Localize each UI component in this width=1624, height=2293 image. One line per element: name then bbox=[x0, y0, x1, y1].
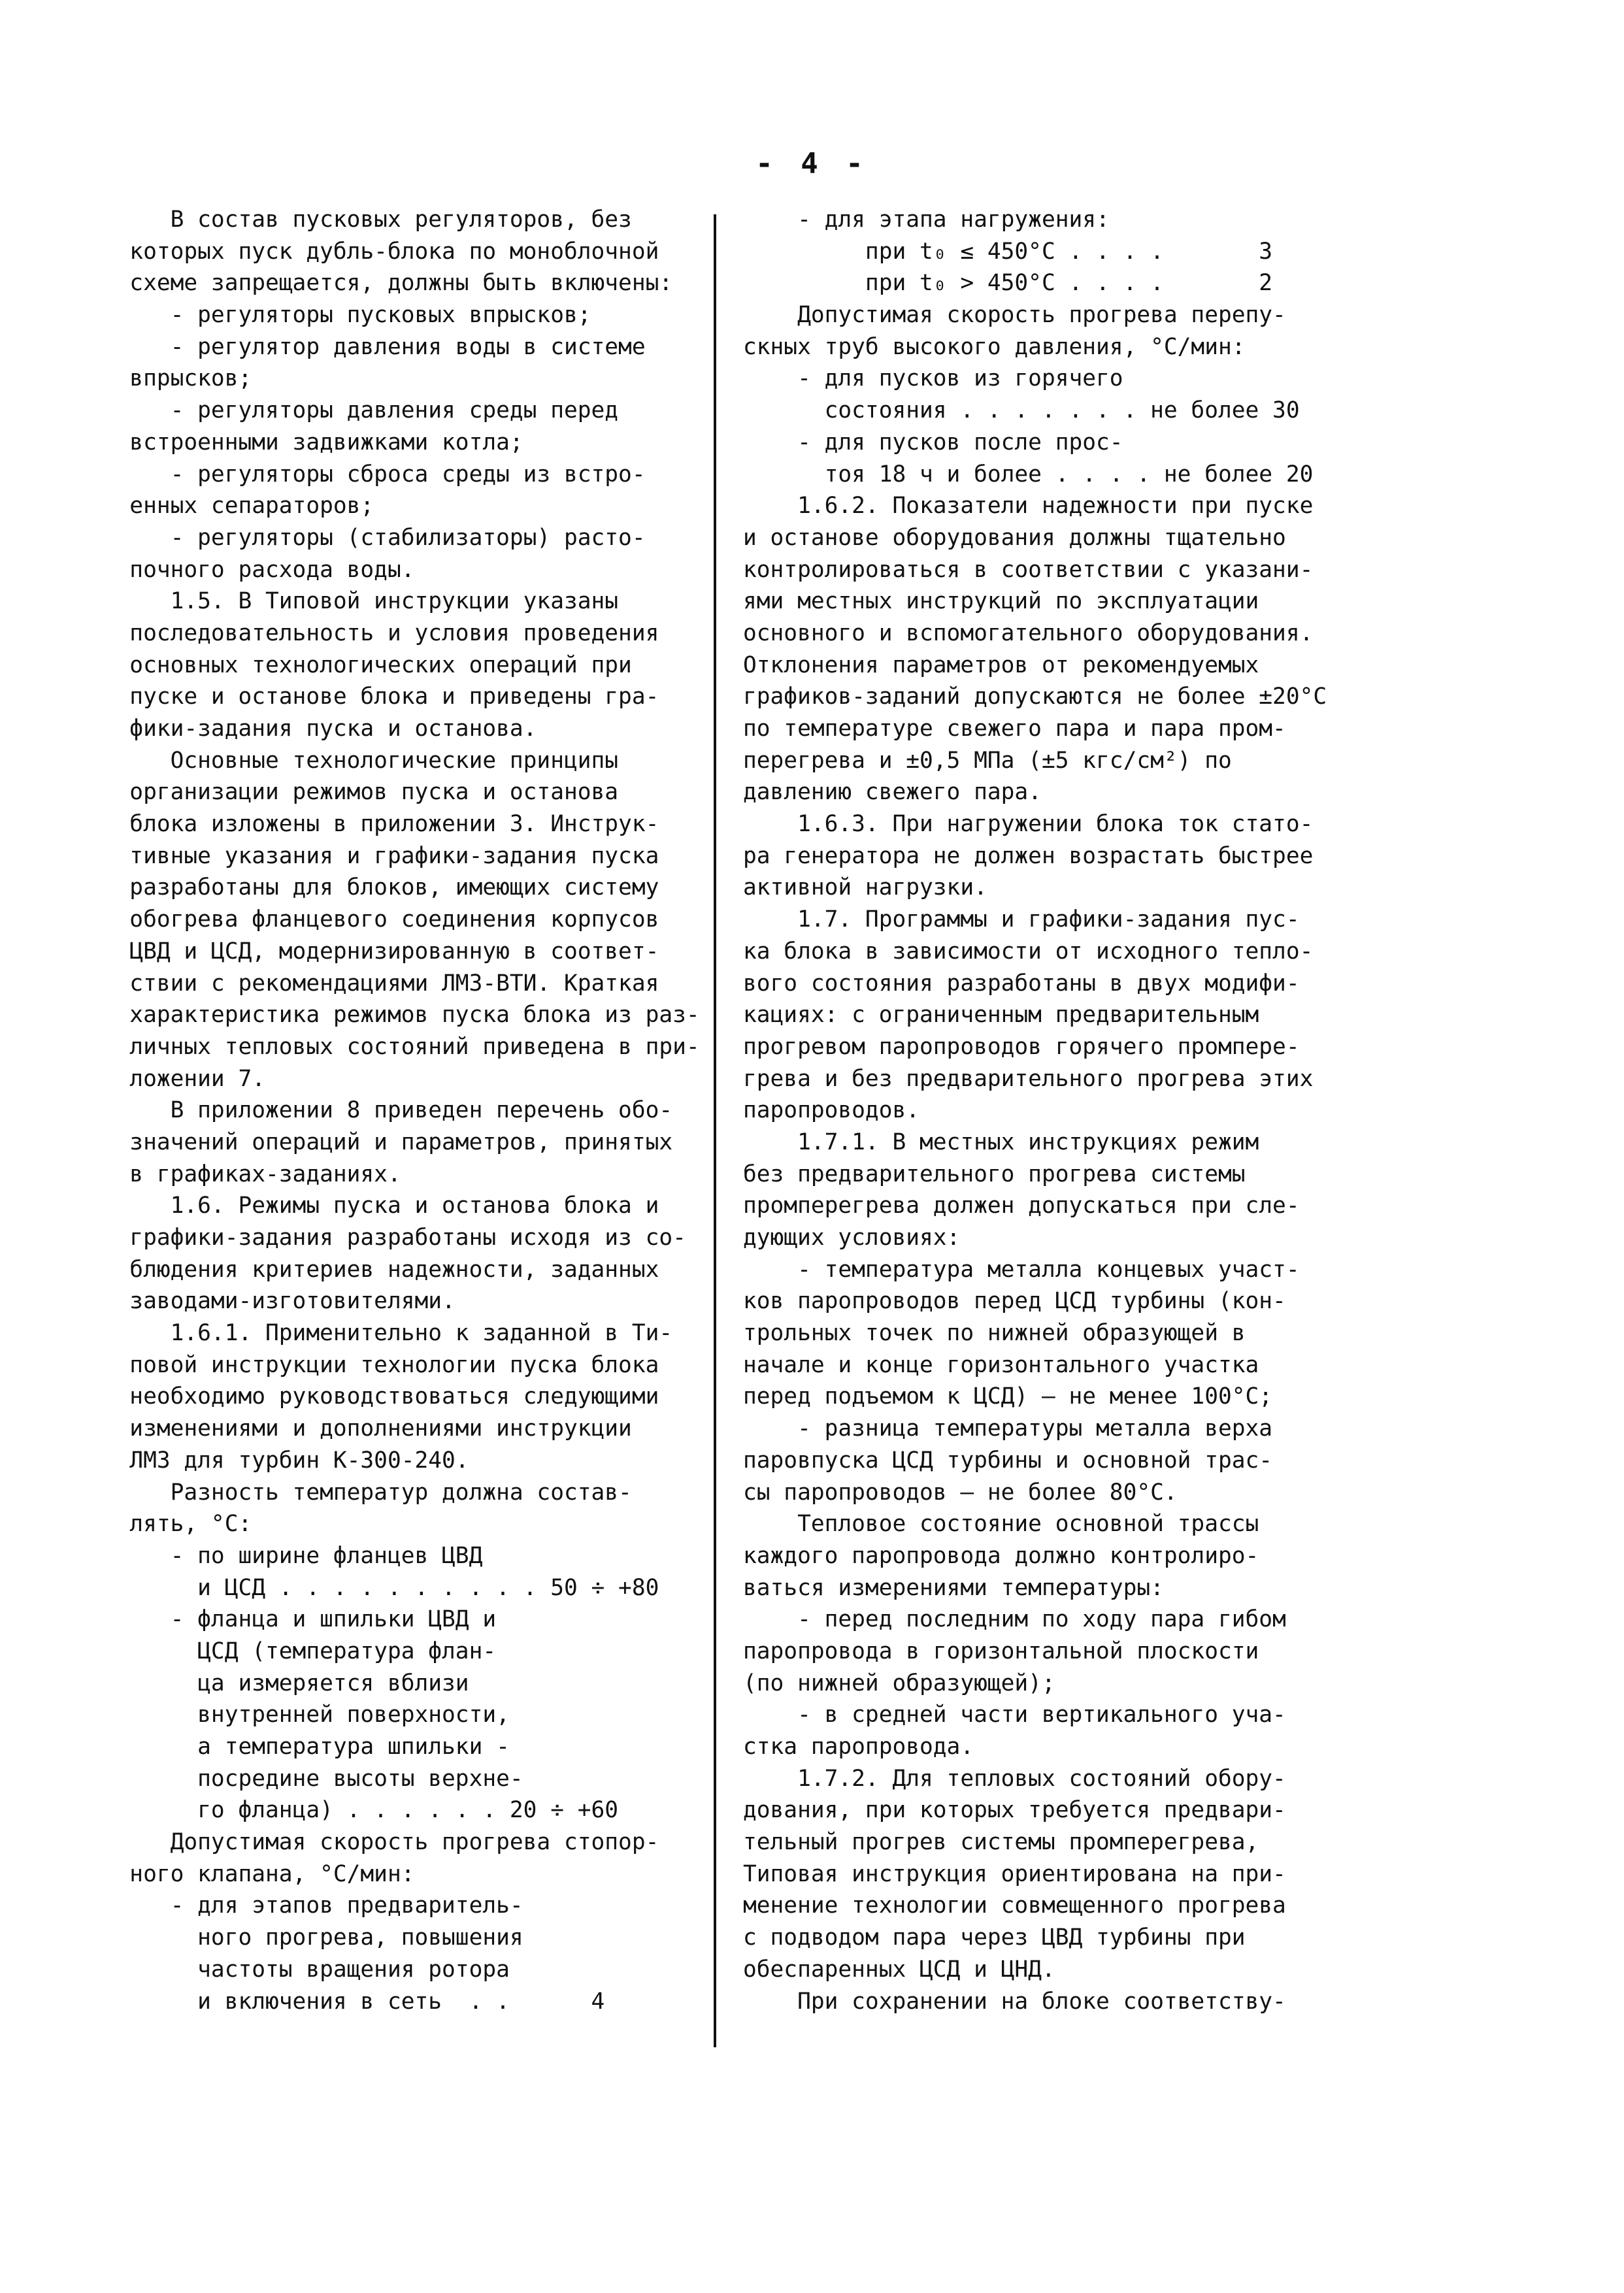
text-line: Допустимая скорость прогрева стопор- bbox=[89, 1829, 659, 1856]
text-line: 1.7.1. В местных инструкциях режим bbox=[743, 1129, 1259, 1155]
text-line: 1.5. В Типовой инструкции указаны bbox=[89, 588, 619, 615]
text-line: Типовая инструкция ориентирована на при- bbox=[743, 1860, 1286, 1887]
text-line: контролироваться в соответствии с указани- bbox=[743, 556, 1314, 583]
text-line: ями местных инструкций по эксплуатации bbox=[743, 588, 1259, 615]
text-line: обогрева фланцевого соединения корпусов bbox=[89, 906, 659, 933]
text-line: каждого паропровода должно контролиро- bbox=[743, 1542, 1259, 1569]
text-line: ЛМЗ для турбин К-300-240. bbox=[89, 1447, 469, 1474]
text-line: Отклонения параметров от рекомендуемых bbox=[743, 652, 1259, 678]
text-line: паропроводов. bbox=[743, 1097, 920, 1124]
text-line: ложении 7. bbox=[89, 1065, 266, 1092]
text-line: ра генератора не должен возрастать быстрее bbox=[743, 842, 1314, 869]
text-line: ЦСД (температура флан- bbox=[89, 1638, 497, 1664]
text-line: значений операций и параметров, принятых bbox=[89, 1129, 673, 1155]
page-number: - 4 - bbox=[755, 147, 869, 180]
text-line: впрысков; bbox=[89, 365, 252, 392]
text-line: вого состояния разработаны в двух модифи- bbox=[743, 970, 1300, 997]
text-line: лять, °С: bbox=[89, 1511, 252, 1538]
text-line: - для пусков после прос- bbox=[743, 429, 1123, 455]
column-divider bbox=[714, 214, 716, 2047]
text-line: блюдения критериев надежности, заданных bbox=[89, 1256, 659, 1283]
text-line: Основные технологические принципы bbox=[89, 747, 619, 774]
text-line: - разница температуры металла верха bbox=[743, 1415, 1273, 1442]
text-line: - регулятор давления воды в системе bbox=[89, 333, 646, 360]
text-line: в графиках-заданиях. bbox=[89, 1161, 401, 1187]
text-line: внутренней поверхности, bbox=[89, 1702, 510, 1728]
text-line: - температура металла концевых участ- bbox=[743, 1256, 1300, 1283]
text-line: организации режимов пуска и останова bbox=[89, 779, 619, 806]
text-line: ваться измерениями температуры: bbox=[743, 1574, 1164, 1601]
text-line: трольных точек по нижней образующей в bbox=[743, 1320, 1246, 1347]
text-line: сы паропроводов — не более 80°С. bbox=[743, 1479, 1178, 1506]
text-line: и включения в сеть . . 4 bbox=[89, 1988, 605, 2015]
text-line: при t₀ ≤ 450°С . . . . 3 bbox=[743, 238, 1273, 265]
text-line: 1.6. Режимы пуска и останова блока и bbox=[89, 1193, 659, 1219]
text-line: активной нагрузки. bbox=[743, 874, 987, 901]
text-line: графики-задания разработаны исходя из со- bbox=[89, 1225, 686, 1251]
text-line: 1.7. Программы и графики-задания пус- bbox=[743, 906, 1300, 933]
text-line: с подводом пара через ЦВД турбины при bbox=[743, 1924, 1246, 1951]
text-line: тивные указания и графики-задания пуска bbox=[89, 842, 659, 869]
text-line: состояния . . . . . . . не более 30 bbox=[743, 397, 1300, 424]
text-line: ствии с рекомендациями ЛМЗ-ВТИ. Краткая bbox=[89, 970, 659, 997]
text-line: давлению свежего пара. bbox=[743, 779, 1042, 806]
text-line: Допустимая скорость прогрева перепу- bbox=[743, 302, 1286, 329]
text-line: личных тепловых состояний приведена в при- bbox=[89, 1033, 700, 1060]
text-line: и ЦСД . . . . . . . . . . 50 ÷ +80 bbox=[89, 1574, 659, 1601]
text-line: 1.7.2. Для тепловых состояний обору- bbox=[743, 1765, 1286, 1792]
text-line: схеме запрещается, должны быть включены: bbox=[89, 270, 673, 297]
text-line: которых пуск дубль-блока по моноблочной bbox=[89, 238, 659, 265]
text-line: - по ширине фланцев ЦВД bbox=[89, 1542, 483, 1569]
text-line: изменениями и дополнениями инструкции bbox=[89, 1415, 632, 1442]
right-text-column bbox=[743, 204, 1495, 2017]
text-line: Разность температур должна состав- bbox=[89, 1479, 632, 1506]
text-line: обеспаренных ЦСД и ЦНД. bbox=[743, 1956, 1055, 1983]
text-line: скных труб высокого давления, °С/мин: bbox=[743, 333, 1246, 360]
text-line: промперегрева должен допускаться при сле- bbox=[743, 1193, 1300, 1219]
text-line: - регуляторы пусковых впрысков; bbox=[89, 302, 591, 329]
text-line: - в средней части вертикального уча- bbox=[743, 1702, 1286, 1728]
text-line: ного прогрева, повышения bbox=[89, 1924, 523, 1951]
text-line: дования, при которых требуется предвари- bbox=[743, 1797, 1286, 1824]
text-line: менение технологии совмещенного прогрева bbox=[743, 1892, 1286, 1919]
text-line: необходимо руководствоваться следующими bbox=[89, 1383, 659, 1410]
text-line: разработаны для блоков, имеющих систему bbox=[89, 874, 659, 901]
text-line: (по нижней образующей); bbox=[743, 1670, 1055, 1696]
text-line: тельный прогрев системы промперегрева, bbox=[743, 1829, 1259, 1856]
left-text-column bbox=[89, 204, 710, 2017]
text-line: заводами-изготовителями. bbox=[89, 1288, 456, 1315]
text-line: повой инструкции технологии пуска блока bbox=[89, 1351, 659, 1378]
text-line: прогревом паропроводов горячего промпере- bbox=[743, 1033, 1300, 1060]
text-line: и останове оборудования должны тщательно bbox=[743, 524, 1286, 551]
text-line: перегрева и ±0,5 МПа (±5 кгс/см²) по bbox=[743, 747, 1232, 774]
text-line: ного клапана, °С/мин: bbox=[89, 1860, 415, 1887]
text-line: ков паропроводов перед ЦСД турбины (кон- bbox=[743, 1288, 1286, 1315]
text-line: стка паропровода. bbox=[743, 1734, 974, 1760]
text-line: паропровода в горизонтальной плоскости bbox=[743, 1638, 1259, 1664]
text-line: - регуляторы сброса среды из встро- bbox=[89, 461, 646, 487]
text-line: 1.6.3. При нагружении блока ток стато- bbox=[743, 811, 1314, 838]
text-line: грева и без предварительного прогрева этих bbox=[743, 1065, 1314, 1092]
text-line: енных сепараторов; bbox=[89, 493, 374, 520]
text-line: при t₀ > 450°С . . . . 2 bbox=[743, 270, 1273, 297]
text-line: го фланца) . . . . . . 20 ÷ +60 bbox=[89, 1797, 619, 1824]
text-line: без предварительного прогрева системы bbox=[743, 1161, 1246, 1187]
text-line: ка блока в зависимости от исходного тепло- bbox=[743, 938, 1314, 965]
text-line: встроенными задвижками котла; bbox=[89, 429, 523, 455]
text-line: - для пусков из горячего bbox=[743, 365, 1123, 392]
text-line: В состав пусковых регуляторов, без bbox=[89, 206, 632, 233]
text-line: графиков-заданий допускаются не более ±20°С bbox=[743, 684, 1327, 710]
text-line: начале и конце горизонтального участка bbox=[743, 1351, 1259, 1378]
text-line: основных технологических операций при bbox=[89, 652, 632, 678]
text-line: посредине высоты верхне- bbox=[89, 1765, 523, 1792]
text-line: В приложении 8 приведен перечень обо- bbox=[89, 1097, 673, 1124]
text-line: частоты вращения ротора bbox=[89, 1956, 510, 1983]
text-line: основного и вспомогательного оборудования. bbox=[743, 619, 1314, 646]
text-line: а температура шпильки - bbox=[89, 1734, 510, 1760]
text-line: перед подъемом к ЦСД) — не менее 100°С; bbox=[743, 1383, 1273, 1410]
text-line: пуске и останове блока и приведены гра- bbox=[89, 684, 659, 710]
text-line: блока изложены в приложении 3. Инструк- bbox=[89, 811, 659, 838]
text-line: фики-задания пуска и останова. bbox=[89, 716, 537, 742]
text-line: кациях: с ограниченным предварительным bbox=[743, 1002, 1259, 1029]
text-line: - для этапов предваритель- bbox=[89, 1892, 523, 1919]
text-line: - регуляторы (стабилизаторы) расто- bbox=[89, 524, 646, 551]
text-line: При сохранении на блоке соответству- bbox=[743, 1988, 1286, 2015]
text-line: - для этапа нагружения: bbox=[743, 206, 1110, 233]
text-line: по температуре свежего пара и пара пром- bbox=[743, 716, 1286, 742]
text-line: ца измеряется вблизи bbox=[89, 1670, 469, 1696]
text-line: почного расхода воды. bbox=[89, 556, 415, 583]
text-line: 1.6.2. Показатели надежности при пуске bbox=[743, 493, 1314, 520]
text-line: - регуляторы давления среды перед bbox=[89, 397, 619, 424]
text-line: характеристика режимов пуска блока из раз- bbox=[89, 1002, 700, 1029]
text-line: 1.6.1. Применительно к заданной в Ти- bbox=[89, 1320, 673, 1347]
text-line: последовательность и условия проведения bbox=[89, 619, 659, 646]
text-line: дующих условиях: bbox=[743, 1225, 961, 1251]
text-line: паровпуска ЦСД турбины и основной трас- bbox=[743, 1447, 1273, 1474]
text-line: Тепловое состояние основной трассы bbox=[743, 1511, 1259, 1538]
text-line: ЦВД и ЦСД, модернизированную в соответ- bbox=[89, 938, 659, 965]
text-line: - фланца и шпильки ЦВД и bbox=[89, 1606, 497, 1633]
text-line: - перед последним по ходу пара гибом bbox=[743, 1606, 1286, 1633]
text-line: тоя 18 ч и более . . . . не более 20 bbox=[743, 461, 1314, 487]
